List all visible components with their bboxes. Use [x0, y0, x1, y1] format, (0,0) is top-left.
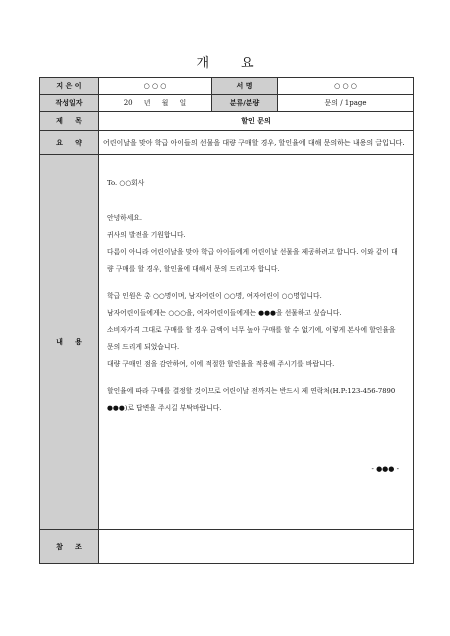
sender-signature: - ●●● -: [371, 465, 399, 473]
greeting-line: 안녕하세요.: [107, 214, 142, 222]
paragraph-1: 다름이 아니라 어린이날을 맞아 학급 아이들에게 어린이날 선물을 제공하려고 합니다. 이와 같이 대량 구매를 할 경우, 할인율에 대해서 문의 드리고자 합니다.: [107, 248, 398, 273]
content-body[interactable]: [99, 155, 414, 530]
paragraph-6: 할인율에 따라 구매를 결정할 것이므로 어린이날 전까지는 반드시 제 연락처(H.P:123-456-7890 ●●●)로 답변을 주시길 부탁바랍니다.: [107, 387, 396, 412]
overview-form: [39, 77, 414, 564]
recipient-line: To. ○○회사: [107, 179, 145, 187]
category-label: 분류/분량: [212, 95, 278, 112]
document-title: [0, 52, 450, 71]
content-label: 내 용: [40, 155, 99, 530]
reference-label: 참 조: [40, 530, 99, 564]
category-value[interactable]: 문의 / 1page: [278, 95, 414, 112]
title-char-2: 요: [241, 56, 254, 71]
author-label: 지 은 이: [40, 78, 99, 95]
subject-label: 제 목: [40, 112, 99, 131]
author-value[interactable]: ○ ○ ○: [99, 78, 212, 95]
subject-value[interactable]: 할인 문의: [99, 112, 414, 131]
paragraph-3: 남자어린이들에게는 ○○○을, 여자어린이들에게는 ●●●을 선물하고 싶습니다.: [107, 309, 342, 317]
paragraph-5: 대량 구매인 점을 감안하여, 이에 적절한 할인율을 적용해 주시기를 바랍니다.: [107, 360, 335, 368]
summary-value[interactable]: 어린이날을 맞아 학급 아이들의 선물을 대량 구매할 경우, 할인율에 대해 문의하는 내용의 글입니다.: [99, 131, 414, 155]
wish-line: 귀사의 발전을 기원합니다.: [107, 231, 186, 239]
signature-value[interactable]: ○ ○ ○: [278, 78, 414, 95]
summary-label: 요 약: [40, 131, 99, 155]
date-value[interactable]: 20 년 월 일: [99, 95, 212, 112]
title-char-1: 개: [196, 56, 209, 71]
signature-label: 서 명: [212, 78, 278, 95]
paragraph-4: 소비자가격 그대로 구매를 할 경우 금액이 너무 높아 구매를 할 수 없기에, 이렇게 본사에 할인율을 문의 드리게 되었습니다.: [107, 326, 396, 351]
paragraph-2: 학급 인원은 총 ○○명이며, 남자어린이 ○○명, 여자어린이 ○○명입니다.: [107, 292, 322, 300]
reference-value[interactable]: [99, 530, 414, 564]
date-label: 작성일자: [40, 95, 99, 112]
